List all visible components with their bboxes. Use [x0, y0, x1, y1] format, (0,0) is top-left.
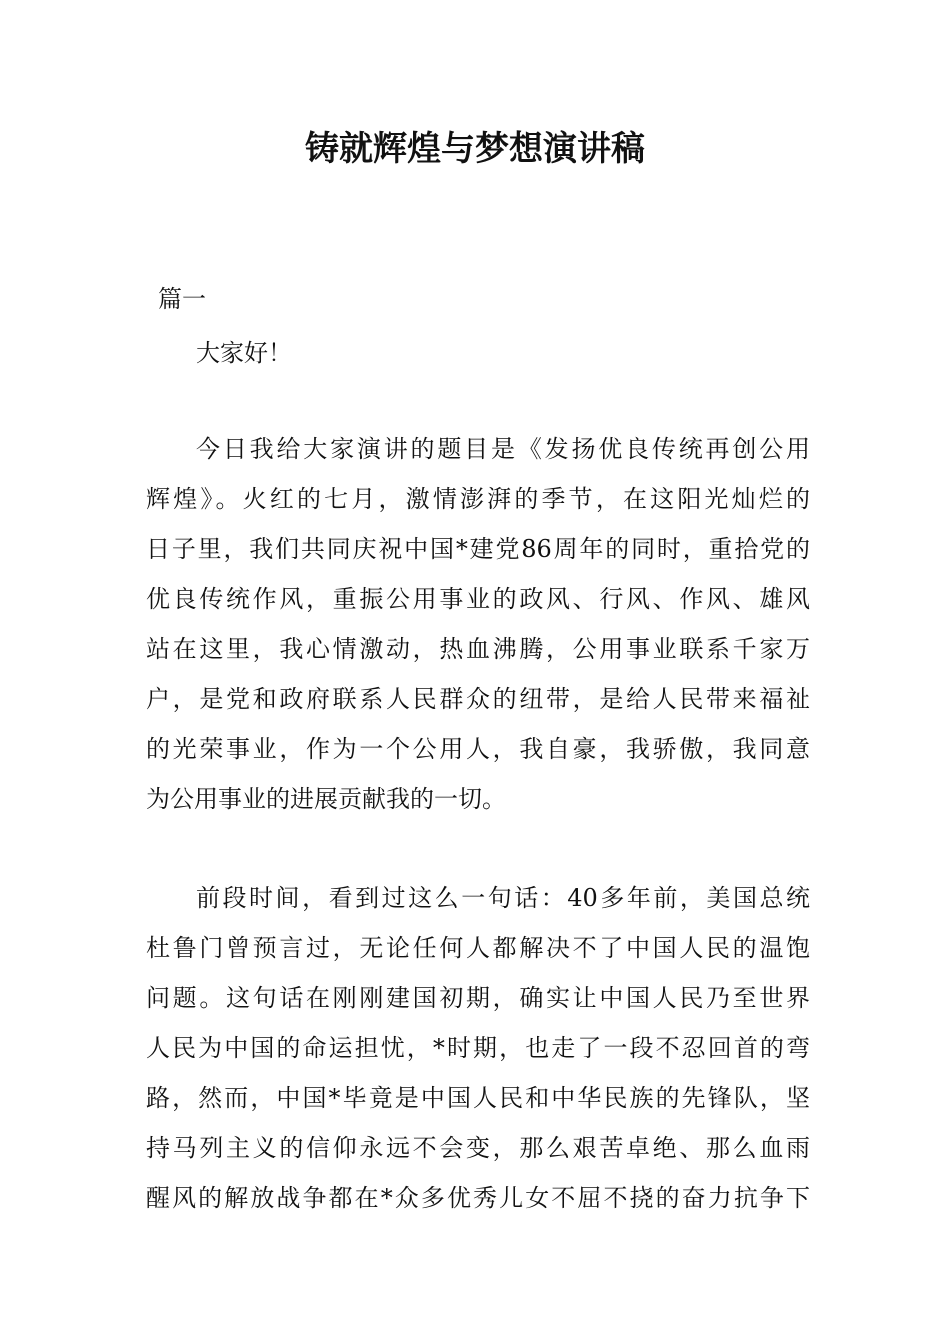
section-label: 篇一: [158, 285, 206, 313]
paragraph-line: 人民为中国的命运担忧，*时期，也走了一段不忍回首的弯: [146, 1034, 810, 1062]
paragraph-line: 户，是党和政府联系人民群众的纽带，是给人民带来福祉: [146, 685, 810, 713]
paragraph-line: 持马列主义的信仰永远不会变，那么艰苦卓绝、那么血雨: [146, 1134, 810, 1162]
paragraph-line: 日子里，我们共同庆祝中国*建党86周年的同时，重拾党的: [146, 535, 810, 563]
paragraph-line: 优良传统作风，重振公用事业的政风、行风、作风、雄风: [146, 585, 810, 613]
paragraph-1: [146, 424, 810, 824]
paragraph-line: 的光荣事业，作为一个公用人，我自豪，我骄傲，我同意: [146, 735, 810, 763]
paragraph-line: 醒风的解放战争都在*众多优秀儿女不屈不挠的奋力抗争下: [146, 1184, 810, 1212]
paragraph-line: 问题。这句话在刚刚建国初期，确实让中国人民乃至世界: [146, 984, 810, 1012]
paragraph-line: 为公用事业的进展贡献我的一切。: [146, 785, 506, 813]
paragraph-line: 辉煌》。火红的七月，激情澎湃的季节，在这阳光灿烂的: [146, 485, 810, 513]
paragraph-line: 杜鲁门曾预言过，无论任何人都解决不了中国人民的温饱: [146, 934, 810, 962]
paragraph-line: 前段时间，看到过这么一句话：40多年前，美国总统: [196, 884, 810, 912]
paragraph-line: 今日我给大家演讲的题目是《发扬优良传统再创公用: [196, 435, 810, 463]
document-title: 铸就辉煌与梦想演讲稿: [305, 129, 645, 169]
paragraph-line: 站在这里，我心情激动，热血沸腾，公用事业联系千家万: [146, 635, 810, 663]
greeting-text: 大家好！: [196, 339, 292, 367]
paragraph-2: [146, 873, 810, 1223]
paragraph-line: 路，然而，中国*毕竟是中国人民和中华民族的先锋队，坚: [146, 1084, 810, 1112]
